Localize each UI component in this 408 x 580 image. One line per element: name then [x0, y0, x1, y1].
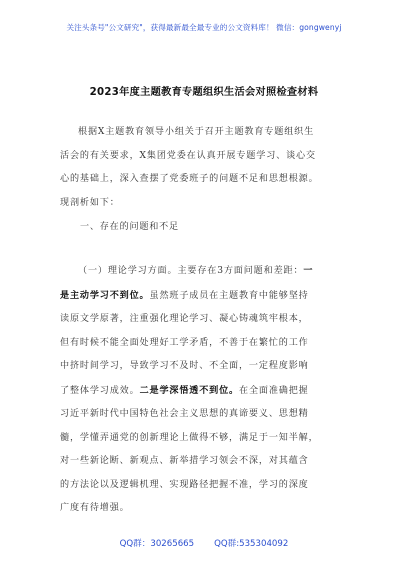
body-paragraph — [60, 259, 350, 521]
body-line: 的方法论以及逻辑机理、实现路径把握不准，学习的深度 — [60, 479, 309, 490]
footer-qq-group-2: QQ群:535304092 — [214, 539, 289, 549]
footer-qq-group-1: QQ群：30265665 — [119, 539, 195, 549]
section-heading: 一、存在的问题和不足 — [80, 222, 179, 232]
body-line: 习近平新时代中国特色社会主义思想的真谛要义、思想精 — [60, 409, 309, 419]
document-title: 2023年度主题教育专题组织生活会对照检查材料 — [89, 87, 319, 98]
intro-line: 活会的有关要求，X集团党委在认真开展专题学习、谈心交 — [60, 150, 316, 161]
body-line: 髓，学懂弄通党的创新理论上做得不够，满足于一知半解， — [60, 432, 319, 443]
intro-line: 根据X主题教育领导小组关于召开主题教育专题组织生 — [78, 127, 315, 137]
body-text: 了整体学习成效。 — [60, 385, 140, 396]
body-line — [60, 284, 350, 309]
body-line: 读原文学原著，注重强化理论学习、凝心铸魂筑牢根本， — [60, 314, 309, 324]
body-line — [60, 379, 350, 404]
body-line: 对一些新论断、新观点、新举措学习领会不深，对其蕴含 — [60, 456, 309, 466]
body-text: 虽然班子成员在主题教育中能够坚持 — [149, 290, 309, 301]
body-line: 中挤时间学习，导致学习不及时、不全面，一定程度影响 — [60, 361, 309, 371]
body-bold-text: 学深悟透不到位。 — [159, 384, 240, 396]
body-bold-text: 二是 — [139, 384, 160, 396]
body-text: 在全面准确把握 — [239, 385, 309, 396]
intro-line: 心的基础上，深入查摆了党委班子的问题不足和思想根源。 — [60, 174, 319, 184]
body-bold-text: 一 — [303, 265, 314, 276]
body-text: （一）理论学习方面。主要存在3方面问题和差距： — [78, 266, 304, 276]
intro-paragraph — [60, 121, 350, 215]
body-line: 广度有待增强。 — [60, 503, 130, 513]
intro-line: 现剖析如下： — [60, 197, 120, 208]
header-banner: 关注头条号"公文研究"，获得最新最全最专业的公文资料库！ 微信：gongwenyj — [66, 23, 342, 32]
body-line — [60, 259, 350, 284]
body-bold-text: 是主动学习不到位。 — [60, 289, 150, 301]
footer — [0, 537, 408, 549]
body-line: 但有时候不能全面处理好工学矛盾，不善于在繁忙的工作 — [60, 337, 309, 348]
